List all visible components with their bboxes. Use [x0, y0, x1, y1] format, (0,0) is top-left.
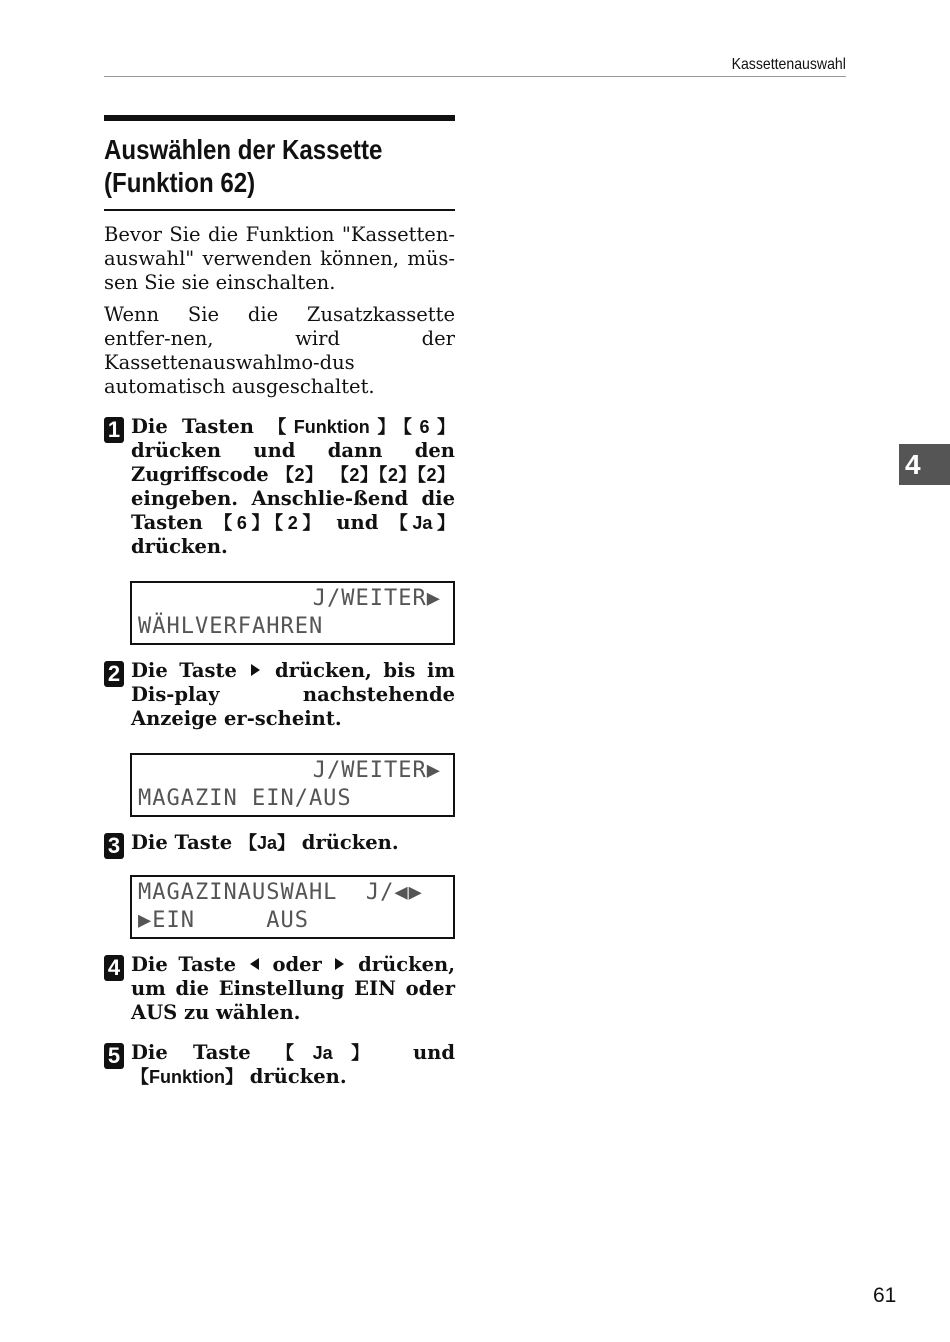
chapter-tab: 4 [899, 444, 950, 485]
lcd-line-1: MAGAZINAUSWAHL J/◀▶ [138, 880, 423, 905]
key-6: 【6】 [214, 513, 275, 533]
key-funktion: 【Funktion】 [131, 1067, 243, 1087]
lcd-line-1: J/WEITER▶ [312, 758, 441, 783]
lcd-line-2: WÄHLVERFAHREN [138, 614, 324, 639]
title-rule-bottom [104, 209, 455, 211]
running-header [104, 56, 846, 77]
intro-paragraph-2: Wenn Sie die Zusatzkassette entfer-nen, wird der Kassettenauswahlmo-dus automatisch ausgeschaltet. [104, 303, 455, 398]
step-3-text: Die Taste 【Ja】 drücken. [131, 831, 399, 854]
key-2: 【2】 [378, 465, 417, 485]
intro-paragraph-1: Bevor Sie die Funktion "Kassetten-auswahl" verwenden können, müs-sen Sie sie einschalten. [104, 223, 455, 294]
step-number-badge: 4 [104, 955, 124, 981]
key-ja: 【Ja】 [276, 1043, 388, 1063]
left-arrow-icon [250, 958, 259, 970]
step-4 [104, 953, 455, 1025]
step-2 [104, 659, 455, 731]
key-funktion: 【Funktion】 [268, 417, 403, 437]
lcd-display-3 [130, 875, 455, 939]
step-2-text: Die Taste drücken, bis im Dis-play nachstehende Anzeige er-scheint. [131, 659, 455, 730]
step-5-text: Die Taste 【Ja】 und 【Funktion】 drücken. [131, 1041, 455, 1088]
key-2: 【2】 [330, 465, 379, 485]
step-number-badge: 5 [104, 1043, 124, 1069]
lcd-line-2: ▶EIN AUS [138, 908, 309, 933]
lcd-line-1: J/WEITER▶ [312, 586, 441, 611]
main-column [104, 115, 455, 1089]
key-6: 【6】 [402, 417, 455, 437]
step-1-text: Die Tasten 【Funktion】【6】 drücken und dann den Zugriffscode 【2】 【2】【2】【2】 eingeben. Anschlie-ßend die Tasten 【6】【2】 und 【Ja】 drücken. [131, 415, 455, 558]
step-number-badge: 2 [104, 661, 124, 687]
key-2: 【2】 [275, 465, 324, 485]
lcd-line-2: MAGAZIN EIN/AUS [138, 786, 352, 811]
key-ja: 【Ja】 [389, 513, 455, 533]
step-number-badge: 3 [104, 833, 124, 859]
lcd-display-2 [130, 753, 455, 817]
key-2: 【2】 [416, 465, 455, 485]
right-arrow-icon [251, 664, 260, 676]
step-3 [104, 831, 455, 858]
key-ja: 【Ja】 [238, 833, 296, 853]
step-4-text: Die Taste oder drücken, um die Einstellung EIN oder AUS zu wählen. [131, 953, 455, 1024]
lcd-display-1 [130, 581, 455, 645]
page-number: 61 [873, 1284, 897, 1307]
title-rule-top [104, 115, 455, 121]
key-2: 【2】 [274, 513, 325, 533]
section-title-line1: Auswählen der Kassette [104, 134, 383, 165]
right-arrow-icon [335, 958, 344, 970]
step-5 [104, 1041, 455, 1089]
section-title-line2: (Funktion 62) [104, 167, 256, 198]
header-title: Kassettenauswahl [731, 56, 846, 73]
section-title [104, 133, 454, 199]
step-number-badge: 1 [104, 417, 124, 443]
step-1 [104, 415, 455, 559]
